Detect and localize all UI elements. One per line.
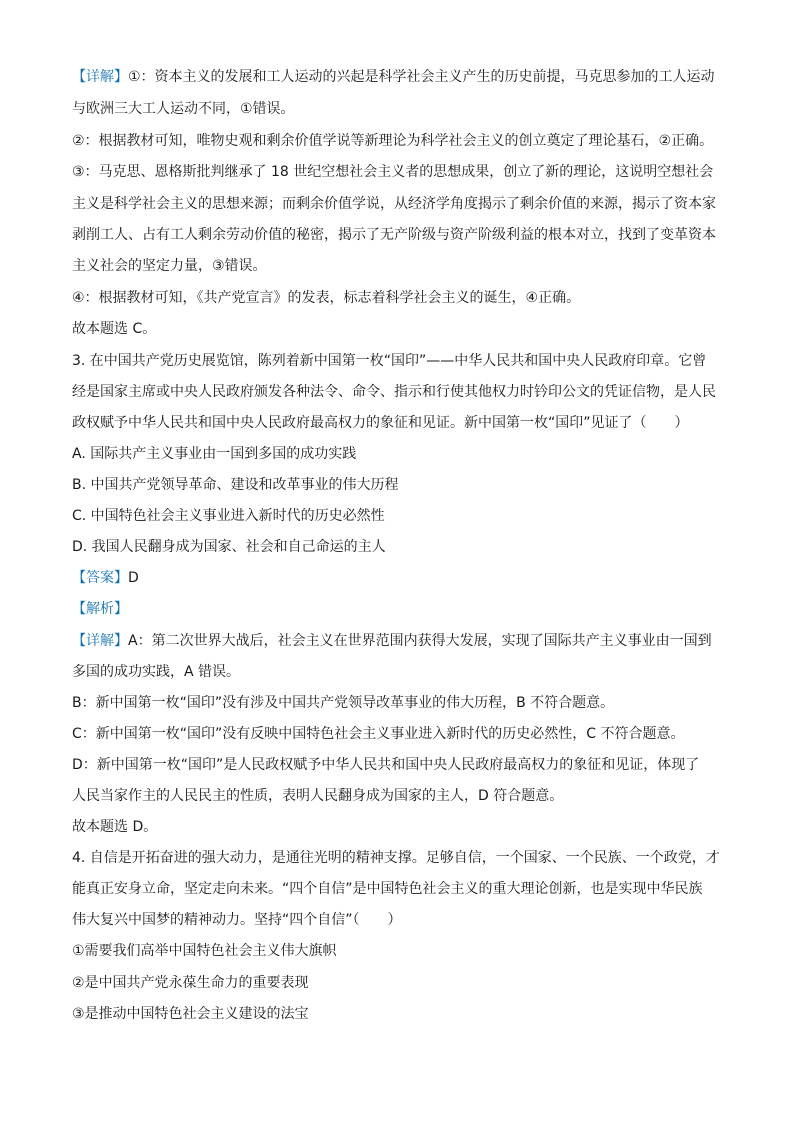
text-line [72,66,728,88]
text-line [72,505,728,527]
line-text: 故本题选 C。 [72,321,157,337]
line-text: B. 中国共产党领导革命、建设和改革事业的伟大历程 [72,477,399,493]
line-text: ①：资本主义的发展和工人运动的兴起是科学社会主义产生的历史前提，马克思参加的工人运动 [128,69,715,85]
text-line [72,598,728,620]
section-tag: 【详解】 [72,633,128,649]
text-line [72,816,728,838]
text-line [72,909,728,931]
line-text: ④：根据教材可知，《共产党宣言》的发表，标志着科学社会主义的诞生，④正确。 [72,290,581,306]
text-line [72,161,728,183]
line-text: 主义社会的坚定力量，③错误。 [72,258,267,274]
text-line [72,536,728,558]
line-text: 能真正安身立命，坚定走向未来。“四个自信”是中国特色社会主义的重大理论创新，也是实现中华民族 [72,881,703,897]
line-text: 与欧洲三大工人运动不同，①错误。 [72,101,295,117]
line-text: B：新中国第一枚“国印”没有涉及中国共产党领导改革事业的伟大历程，B 不符合题意。 [72,695,615,711]
text-line [72,847,728,869]
line-text: D：新中国第一枚“国印”是人民政权赋予中华人民共和国中央人民政府最高权力的象征和见证，体现了 [72,757,700,773]
text-line [72,224,728,246]
text-line [72,255,728,277]
line-text: D [128,570,139,586]
text-line [72,443,728,465]
text-line [72,474,728,496]
text-line [72,1003,728,1025]
text-line [72,661,728,683]
text-line [72,318,728,340]
text-line [72,98,728,120]
text-line [72,412,728,434]
line-text: C. 中国特色社会主义事业进入新时代的历史必然性 [72,508,385,524]
text-line [72,940,728,962]
line-text: ③是推动中国特色社会主义建设的法宝 [72,1006,309,1022]
line-text: C：新中国第一枚“国印”没有反映中国特色社会主义事业进入新时代的历史必然性，C 不符合题意。 [72,726,685,742]
text-line [72,785,728,807]
line-text: 人民当家作主的人民民主的性质，表明人民翻身成为国家的主人，D 符合题意。 [72,788,564,804]
text-line [72,287,728,309]
text-line [72,350,728,372]
section-tag: 【解析】 [72,601,128,617]
text-line [72,193,728,215]
line-text: 主义是科学社会主义的思想来源；而剩余价值学说，从经济学角度揭示了剩余价值的来源，揭示了资本家 [72,196,716,212]
text-line [72,130,728,152]
section-tag: 【答案】 [72,570,128,586]
line-text: 政权赋予中华人民共和国中央人民政府最高权力的象征和见证。新中国第一枚“国印”见证了（ ） [72,415,689,431]
line-text: 故本题选 D。 [72,819,158,835]
section-tag: 【详解】 [72,69,128,85]
line-text: 多国的成功实践，A 错误。 [72,664,241,680]
line-text: ③：马克思、恩格斯批判继承了 18 世纪空想社会主义者的思想成果，创立了新的理论，这说明空想社会 [72,164,714,180]
text-line [72,630,728,652]
line-text: 经是国家主席或中央人民政府颁发各种法令、命令、指示和行使其他权力时钤印公文的凭证信物，是人民 [72,384,716,400]
text-line [72,692,728,714]
line-text: 剥削工人、占有工人剩余劳动价值的秘密，揭示了无产阶级与资产阶级利益的根本对立，找到了变革资本 [72,227,716,243]
line-text: 4. 自信是开拓奋进的强大动力，是通往光明的精神支撑。足够自信，一个国家、一个民族、一个政党，才 [72,850,720,866]
line-text: A：第二次世界大战后，社会主义在世界范围内获得大发展，实现了国际共产主义事业由一国到 [128,633,712,649]
text-line [72,381,728,403]
text-line [72,723,728,745]
text-line [72,972,728,994]
line-text: ②是中国共产党永葆生命力的重要表现 [72,975,309,991]
line-text: D. 我国人民翻身成为国家、社会和自己命运的主人 [72,539,386,555]
line-text: ①需要我们高举中国特色社会主义伟大旗帜 [72,943,337,959]
text-line [72,754,728,776]
text-line [72,878,728,900]
line-text: 伟大复兴中国梦的精神动力。坚持“四个自信”（ ） [72,912,402,928]
line-text: A. 国际共产主义事业由一国到多国的成功实践 [72,446,357,462]
text-line [72,567,728,589]
line-text: 3. 在中国共产党历史展览馆，陈列着新中国第一枚“国印”——中华人民共和国中央人民政府印章。它曾 [72,353,707,369]
line-text: ②：根据教材可知，唯物史观和剩余价值学说等新理论为科学社会主义的创立奠定了理论基石，②正确。 [72,133,714,149]
